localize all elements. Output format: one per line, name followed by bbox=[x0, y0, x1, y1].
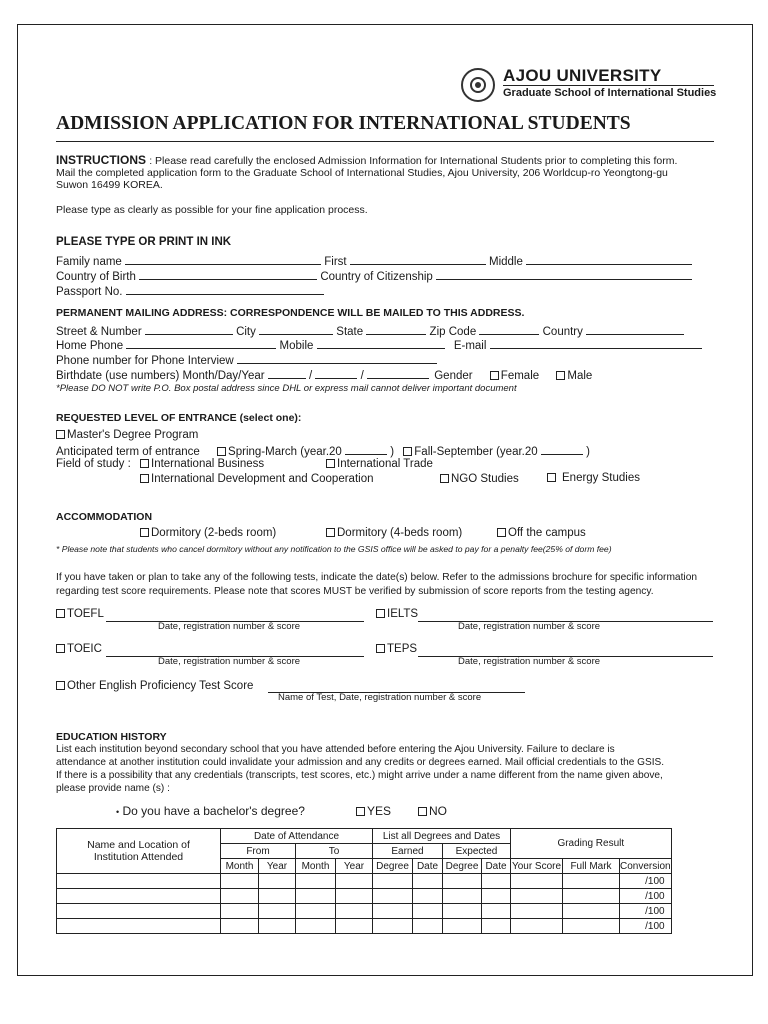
university-name: AJOU UNIVERSITY bbox=[503, 66, 662, 85]
title-rule bbox=[56, 141, 714, 142]
female-checkbox[interactable] bbox=[490, 371, 499, 380]
no-checkbox[interactable] bbox=[418, 807, 427, 816]
accommodation-note: * Please note that students who cancel dormitory without any notification to the GSIS office will be asked to pay for a penalty fee(25% of dorm fee) bbox=[56, 544, 612, 554]
other-test-option: Other English Proficiency Test Score bbox=[56, 680, 253, 692]
teps-option: TEPS bbox=[376, 643, 417, 655]
address-note: *Please DO NOT write P.O. Box postal address since DHL or express mail cannot deliver important document bbox=[56, 383, 517, 394]
grading-header: Grading Result bbox=[511, 829, 672, 859]
teps-sublabel: Date, registration number & score bbox=[458, 656, 601, 667]
name-row: Family name First Middle bbox=[56, 253, 692, 268]
education-para-4: please provide name (s) : bbox=[56, 783, 170, 794]
ielts-sublabel: Date, registration number & score bbox=[458, 621, 601, 632]
fall-checkbox[interactable] bbox=[403, 447, 412, 456]
phone-row: Home Phone Mobile E-mail bbox=[56, 337, 702, 352]
expected-header: Expected bbox=[443, 844, 511, 859]
university-seal-icon bbox=[461, 68, 495, 102]
birth-year-field[interactable] bbox=[367, 367, 429, 379]
education-table bbox=[56, 828, 672, 934]
page-title: ADMISSION APPLICATION FOR INTERNATIONAL STUDENTS bbox=[56, 113, 631, 134]
term-row: Anticipated term of entrance Spring-March (year.20 ) Fall-September (year.20 ) bbox=[56, 443, 590, 458]
school-name: Graduate School of International Studies bbox=[503, 87, 717, 99]
passport-field[interactable] bbox=[126, 283, 324, 295]
country-of-citizenship-field[interactable] bbox=[436, 268, 692, 280]
energy-option: Energy Studies bbox=[547, 472, 640, 484]
interview-phone-row: Phone number for Phone Interview bbox=[56, 352, 437, 367]
street-field[interactable] bbox=[145, 323, 233, 335]
street-row: Street & Number City State Zip Code Country bbox=[56, 323, 684, 338]
name-location-header: Name and Location of Institution Attended bbox=[57, 829, 221, 874]
spring-year-field[interactable] bbox=[345, 443, 387, 455]
other-test-sublabel: Name of Test, Date, registration number & score bbox=[278, 692, 482, 703]
instructions-line2: Mail the completed application form to the Graduate School of International Studies, Ajou University, 206 Worldcup-ro Yeongtong-gu bbox=[56, 167, 668, 179]
table-row bbox=[57, 904, 672, 919]
intl-trade-checkbox[interactable] bbox=[326, 459, 335, 468]
off-campus-checkbox[interactable] bbox=[497, 528, 506, 537]
education-para-2: attendance at another institution could invalidate your admission and any credits or degrees earned. Mail official credentials to the GSIS. bbox=[56, 757, 665, 768]
instructions-label: INSTRUCTIONS bbox=[56, 153, 146, 167]
toeic-checkbox[interactable] bbox=[56, 644, 65, 653]
conversion-cell[interactable]: /100 bbox=[620, 889, 672, 904]
energy-checkbox[interactable] bbox=[547, 473, 556, 482]
ielts-option: IELTS bbox=[376, 608, 418, 620]
earned-header: Earned bbox=[373, 844, 443, 859]
intl-trade-option: International Trade bbox=[326, 458, 433, 470]
off-campus-option: Off the campus bbox=[497, 527, 586, 539]
passport-row: Passport No. bbox=[56, 283, 324, 298]
yes-checkbox[interactable] bbox=[356, 807, 365, 816]
dorm4-checkbox[interactable] bbox=[326, 528, 335, 537]
conversion-header: Conversion bbox=[620, 860, 671, 872]
fall-year-field[interactable] bbox=[541, 443, 583, 455]
instructions-note: Please type as clearly as possible for your fine application process. bbox=[56, 204, 368, 216]
degrees-header: List all Degrees and Dates bbox=[373, 829, 511, 844]
ielts-checkbox[interactable] bbox=[376, 609, 385, 618]
accommodation-heading: ACCOMMODATION bbox=[56, 511, 153, 523]
to-header: To bbox=[296, 844, 373, 859]
toeic-sublabel: Date, registration number & score bbox=[158, 656, 301, 667]
zip-field[interactable] bbox=[479, 323, 539, 335]
teps-checkbox[interactable] bbox=[376, 644, 385, 653]
instructions-line3: Suwon 16499 KOREA. bbox=[56, 179, 163, 191]
intl-business-option: International Business bbox=[140, 458, 264, 470]
header-rule bbox=[503, 85, 714, 86]
no-option: NO bbox=[418, 804, 447, 818]
to-month-header: Month bbox=[296, 859, 336, 874]
masters-option: Master's Degree Program bbox=[56, 429, 198, 441]
intl-dev-option: International Development and Cooperation bbox=[140, 473, 373, 485]
tests-intro-2: regarding test score requirements. Please note that scores MUST be verified by submission of score reports from the testing agency. bbox=[56, 586, 654, 597]
spring-checkbox[interactable] bbox=[217, 447, 226, 456]
male-checkbox[interactable] bbox=[556, 371, 565, 380]
earned-degree-header: Degree bbox=[373, 859, 413, 874]
conversion-cell[interactable]: /100 bbox=[620, 919, 672, 934]
address-heading: PERMANENT MAILING ADDRESS: CORRESPONDENCE WILL BE MAILED TO THIS ADDRESS. bbox=[56, 307, 525, 319]
toefl-option: TOEFL bbox=[56, 608, 104, 620]
city-field[interactable] bbox=[259, 323, 333, 335]
first-name-field[interactable] bbox=[350, 253, 486, 265]
instructions-line1: INSTRUCTIONS : Please read carefully the enclosed Admission Information for International Students prior to completing this form. bbox=[56, 153, 678, 167]
expected-degree-header: Degree bbox=[443, 859, 482, 874]
tests-intro-1: If you have taken or plan to take any of the following tests, indicate the date(s) below. Refer to the admissions brochure for specific information bbox=[56, 572, 698, 583]
toefl-sublabel: Date, registration number & score bbox=[158, 621, 301, 632]
education-para-1: List each institution beyond secondary school that you have attended before entering the Ajou University. Failure to declare is bbox=[56, 744, 615, 755]
middle-name-field[interactable] bbox=[526, 253, 692, 265]
birth-month-field[interactable] bbox=[268, 367, 306, 379]
conversion-cell[interactable]: /100 bbox=[620, 904, 672, 919]
birth-day-field[interactable] bbox=[315, 367, 357, 379]
toeic-option: TOEIC bbox=[56, 643, 102, 655]
state-field[interactable] bbox=[366, 323, 426, 335]
dorm4-option: Dormitory (4-beds room) bbox=[326, 527, 462, 539]
table-row bbox=[57, 889, 672, 904]
yes-option: YES bbox=[356, 804, 391, 818]
intl-business-checkbox[interactable] bbox=[140, 459, 149, 468]
family-name-field[interactable] bbox=[125, 253, 321, 265]
education-heading: EDUCATION HISTORY bbox=[56, 731, 167, 743]
table-row bbox=[57, 874, 672, 889]
from-header: From bbox=[221, 844, 296, 859]
interview-phone-field[interactable] bbox=[237, 352, 437, 364]
table-row bbox=[57, 919, 672, 934]
country-of-birth-field[interactable] bbox=[139, 268, 317, 280]
date-attendance-header: Date of Attendance bbox=[221, 829, 373, 844]
home-phone-field[interactable] bbox=[126, 337, 276, 349]
ngo-option: NGO Studies bbox=[440, 473, 519, 485]
earned-date-header: Date bbox=[413, 859, 443, 874]
other-test-checkbox[interactable] bbox=[56, 681, 65, 690]
ngo-checkbox[interactable] bbox=[440, 474, 449, 483]
dorm2-option: Dormitory (2-beds room) bbox=[140, 527, 276, 539]
entrance-heading: REQUESTED LEVEL OF ENTRANCE (select one): bbox=[56, 412, 302, 424]
field-of-study-label: Field of study : bbox=[56, 458, 131, 470]
birthdate-row: Birthdate (use numbers) Month/Day/Year / / Gender Female Male bbox=[56, 367, 592, 382]
full-mark-header: Full Mark bbox=[563, 859, 620, 874]
from-month-header: Month bbox=[221, 859, 259, 874]
education-para-3: If there is a possibility that any credentials (transcripts, test scores, etc.) might arrive under a name different from the name given above, bbox=[56, 770, 663, 781]
intl-dev-checkbox[interactable] bbox=[140, 474, 149, 483]
email-field[interactable] bbox=[490, 337, 702, 349]
conversion-cell[interactable]: /100 bbox=[620, 874, 672, 889]
masters-checkbox[interactable] bbox=[56, 430, 65, 439]
personal-heading: PLEASE TYPE OR PRINT IN INK bbox=[56, 236, 232, 248]
country-row: Country of Birth Country of Citizenship bbox=[56, 268, 692, 283]
expected-date-header: Date bbox=[482, 859, 511, 874]
bachelor-question: • Do you have a bachelor's degree? bbox=[116, 804, 305, 818]
to-year-header: Year bbox=[336, 859, 373, 874]
from-year-header: Year bbox=[259, 859, 296, 874]
toefl-checkbox[interactable] bbox=[56, 609, 65, 618]
mobile-field[interactable] bbox=[317, 337, 445, 349]
country-field[interactable] bbox=[586, 323, 684, 335]
your-score-header: Your Score bbox=[511, 860, 562, 872]
dorm2-checkbox[interactable] bbox=[140, 528, 149, 537]
